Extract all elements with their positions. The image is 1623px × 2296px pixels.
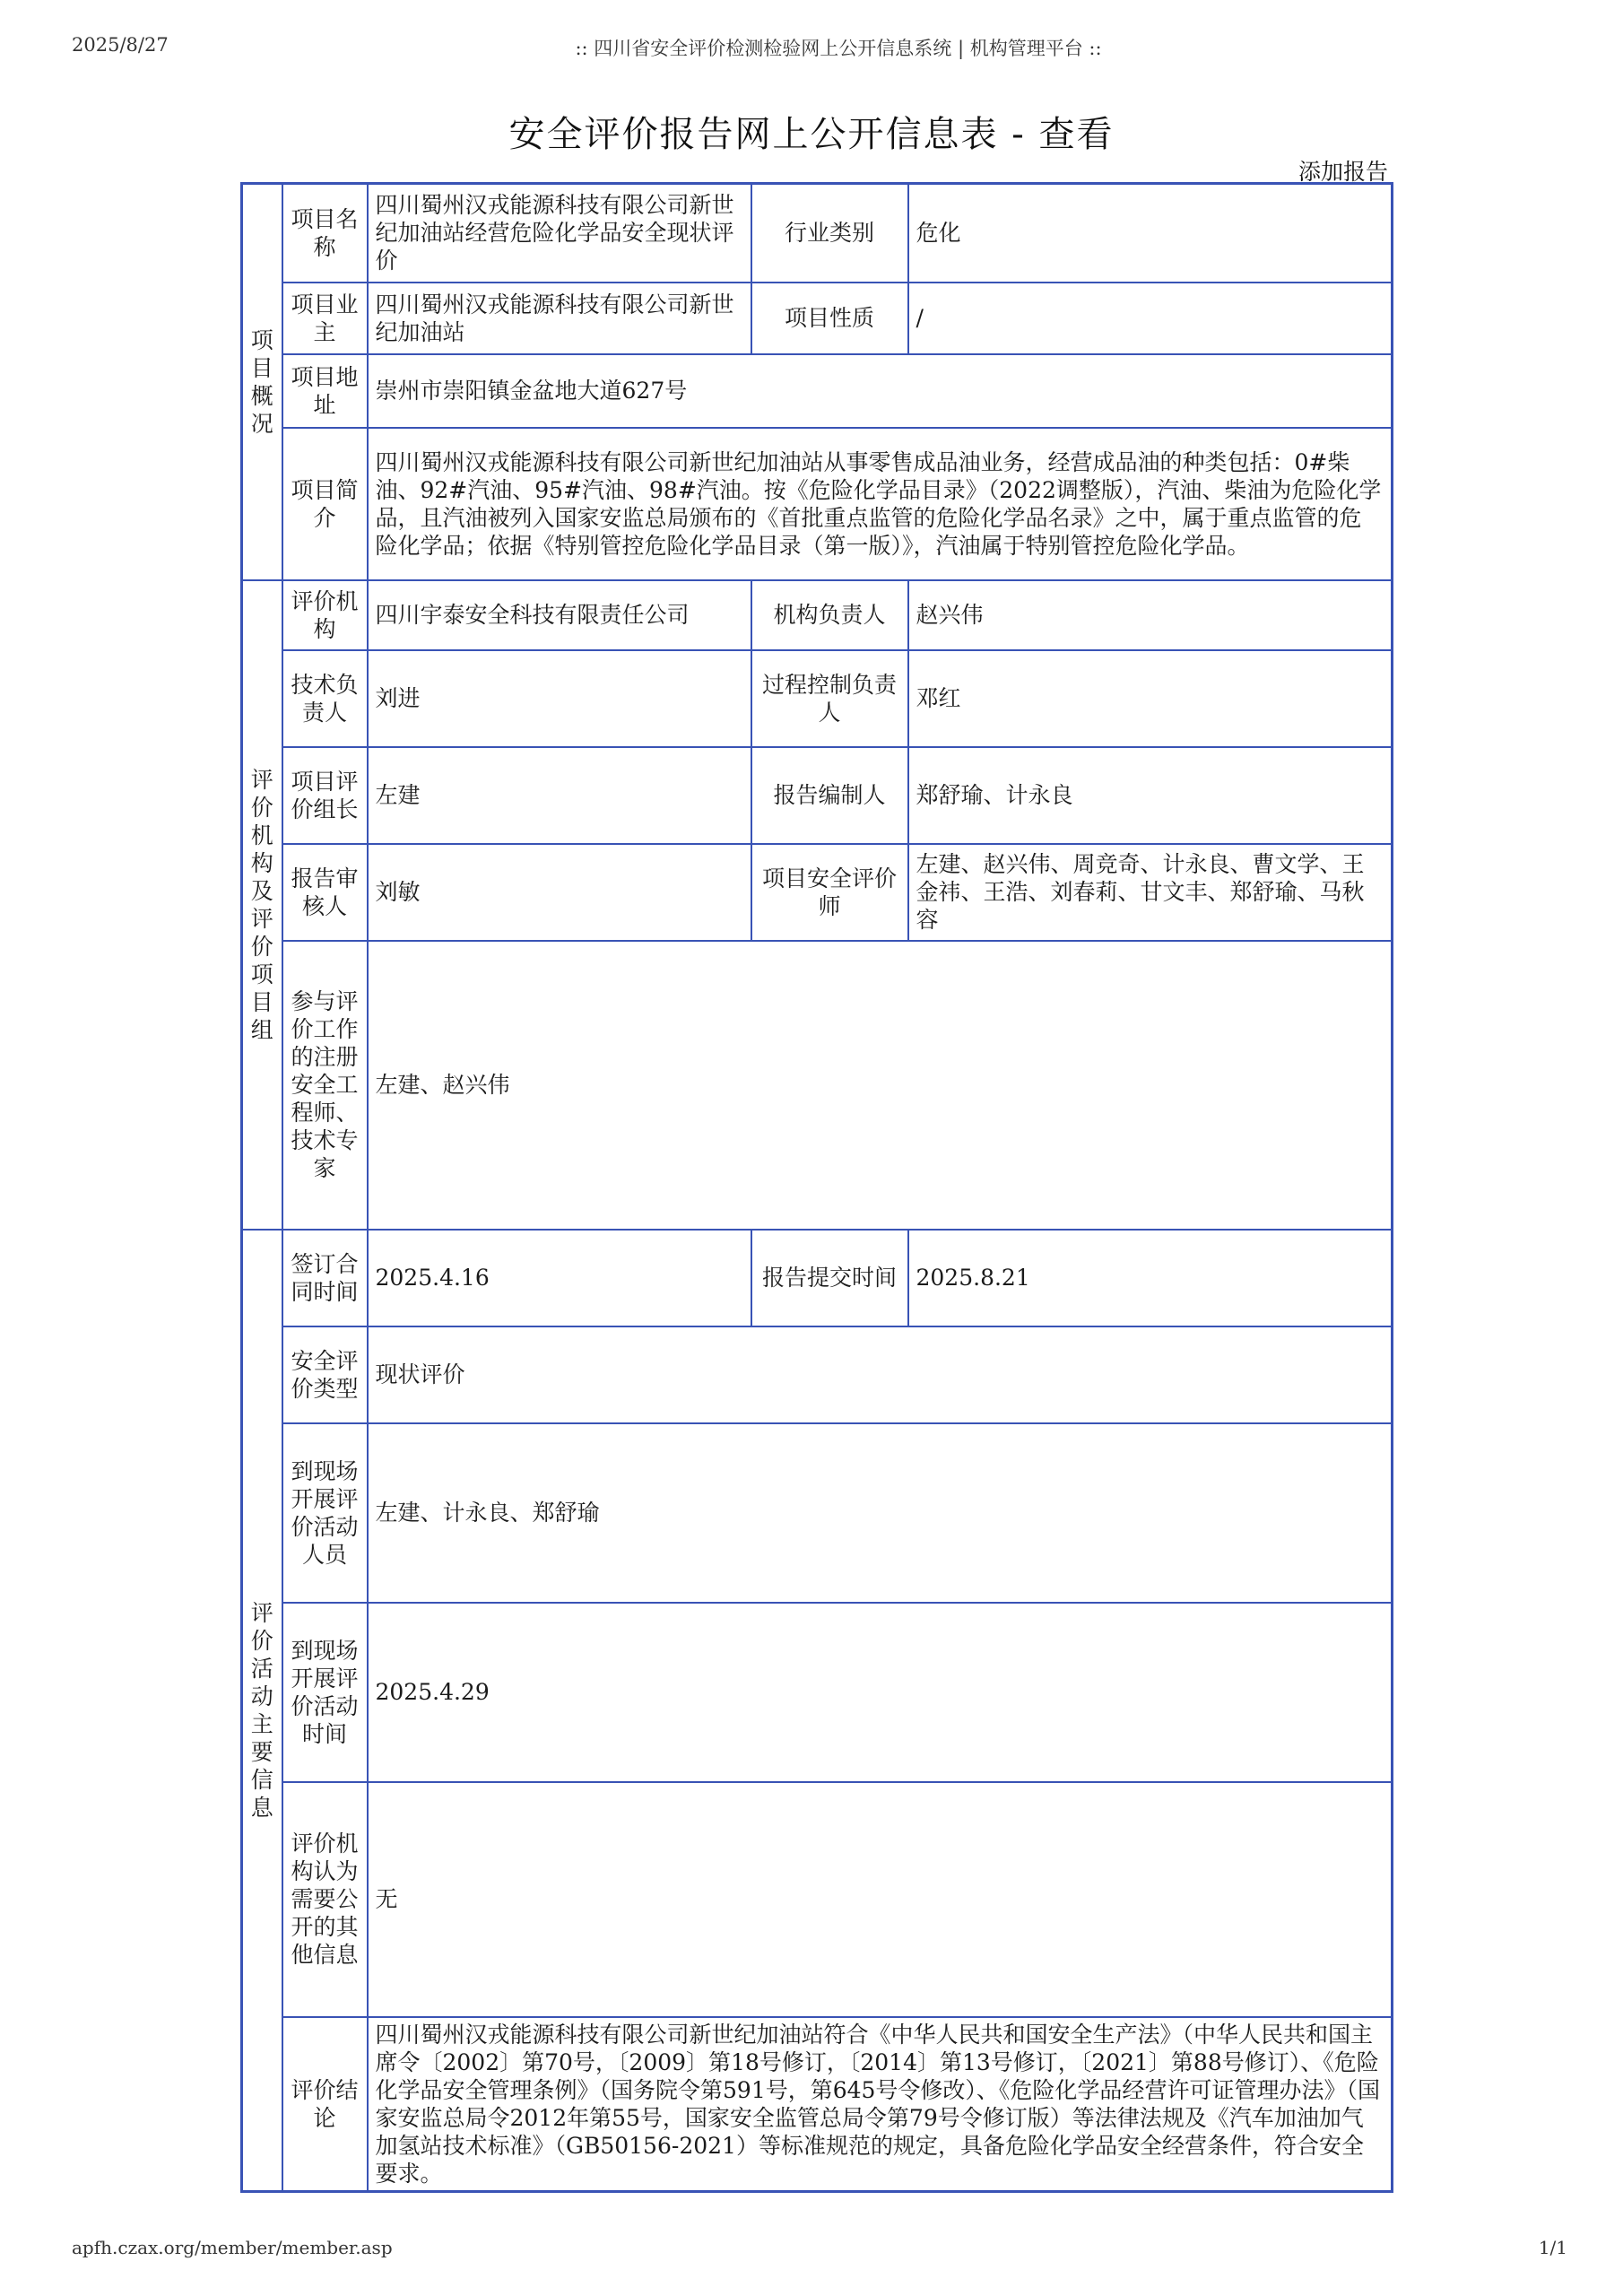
industry-label: 行业类别: [751, 184, 908, 283]
project-name-label: 项目名称: [282, 184, 368, 283]
other-info-value: 无: [368, 1782, 1393, 2017]
table-row: [242, 747, 1393, 844]
eval-type-label: 安全评价类型: [282, 1326, 368, 1423]
agency-value: 四川宇泰安全科技有限责任公司: [368, 580, 751, 650]
process-head-value: 邓红: [908, 650, 1393, 747]
submit-date-value: 2025.8.21: [908, 1230, 1393, 1326]
tech-head-label: 技术负责人: [282, 650, 368, 747]
table-row: [242, 2017, 1393, 2192]
nature-label: 项目性质: [751, 283, 908, 354]
site-staff-value: 左建、计永良、郑舒瑜: [368, 1423, 1393, 1603]
intro-value: 四川蜀州汉戎能源科技有限公司新世纪加油站从事零售成品油业务，经营成品油的种类包括：0#柴油、92#汽油、95#汽油、98#汽油。按《危险化学品目录》（2022调整版），汽油、柴油为危险化学品，且汽油被列入国家安监总局颁布的《首批重点监管的危险化学品名录》之中，属于重点监管的危险化学品；依据《特别管控危险化学品目录（第一版）》，汽油属于特别管控危险化学品。: [368, 428, 1393, 580]
footer-url: apfh.czax.org/member/member.asp: [72, 2237, 393, 2258]
section-label-org: 评价机构及评价项目组: [242, 580, 282, 1230]
page-title: 安全评价报告网上公开信息表 - 查看: [508, 114, 1115, 155]
eval-type-value: 现状评价: [368, 1326, 1393, 1423]
address-label: 项目地址: [282, 354, 368, 428]
table-row: [242, 941, 1393, 1230]
report-info-table: [240, 182, 1393, 2193]
section-label-activity: 评价活动主要信息: [242, 1230, 282, 2192]
engineers-value: 左建、赵兴伟: [368, 941, 1393, 1230]
conclusion-label: 评价结论: [282, 2017, 368, 2192]
process-head-label: 过程控制负责人: [751, 650, 908, 747]
report-author-label: 报告编制人: [751, 747, 908, 844]
owner-value: 四川蜀州汉戎能源科技有限公司新世纪加油站: [368, 283, 751, 354]
reviewer-label: 报告审核人: [282, 844, 368, 941]
print-date: 2025/8/27: [72, 34, 169, 56]
table-row: [242, 580, 1393, 650]
agency-label: 评价机构: [282, 580, 368, 650]
agency-head-label: 机构负责人: [751, 580, 908, 650]
site-date-value: 2025.4.29: [368, 1603, 1393, 1782]
team-leader-value: 左建: [368, 747, 751, 844]
agency-head-value: 赵兴伟: [908, 580, 1393, 650]
assessors-value: 左建、赵兴伟、周竞奇、计永良、曹文学、王金祎、王浩、刘春莉、甘文丰、郑舒瑜、马秋容: [908, 844, 1393, 941]
engineers-label: 参与评价工作的注册安全工程师、技术专家: [282, 941, 368, 1230]
table-row: [242, 650, 1393, 747]
footer-page-number: 1/1: [1538, 2237, 1567, 2258]
table-row: [242, 1423, 1393, 1603]
other-info-label: 评价机构认为需要公开的其他信息: [282, 1782, 368, 2017]
table-row: [242, 428, 1393, 580]
add-report-link[interactable]: 添加报告: [1298, 159, 1388, 185]
project-name-value: 四川蜀州汉戎能源科技有限公司新世纪加油站经营危险化学品安全现状评价: [368, 184, 751, 283]
site-date-label: 到现场开展评价活动时间: [282, 1603, 368, 1782]
table-row: [242, 283, 1393, 354]
tech-head-value: 刘进: [368, 650, 751, 747]
table-row: [242, 354, 1393, 428]
conclusion-value: 四川蜀州汉戎能源科技有限公司新世纪加油站符合《中华人民共和国安全生产法》（中华人民共和国主席令〔2002〕第70号，〔2009〕第18号修订，〔2014〕第13号修订，〔2021〕第88号修订）、《危险化学品安全管理条例》（国务院令第591号，第645号令修改）、《危险化学品经营许可证管理办法》（国家安监总局令2012年第55号，国家安全监管总局令第79号令修订版）等法律法规及《汽车加油加气加氢站技术标准》（GB50156-2021）等标准规范的规定，具备危险化学品安全经营条件，符合安全要求。: [368, 2017, 1393, 2192]
intro-label: 项目简介: [282, 428, 368, 580]
industry-value: 危化: [908, 184, 1393, 283]
site-staff-label: 到现场开展评价活动人员: [282, 1423, 368, 1603]
table-row: [242, 1326, 1393, 1423]
team-leader-label: 项目评价组长: [282, 747, 368, 844]
report-author-value: 郑舒瑜、计永良: [908, 747, 1393, 844]
contract-date-value: 2025.4.16: [368, 1230, 751, 1326]
reviewer-value: 刘敏: [368, 844, 751, 941]
contract-date-label: 签订合同时间: [282, 1230, 368, 1326]
table-row: [242, 1230, 1393, 1326]
table-row: [242, 844, 1393, 941]
assessors-label: 项目安全评价师: [751, 844, 908, 941]
address-value: 崇州市崇阳镇金盆地大道627号: [368, 354, 1393, 428]
table-row: [242, 184, 1393, 283]
owner-label: 项目业主: [282, 283, 368, 354]
table-row: [242, 1603, 1393, 1782]
section-label-overview: 项目概况: [242, 184, 282, 580]
submit-date-label: 报告提交时间: [751, 1230, 908, 1326]
table-row: [242, 1782, 1393, 2017]
nature-value: /: [908, 283, 1393, 354]
system-title: :: 四川省安全评价检测检验网上公开信息系统 | 机构管理平台 ::: [575, 38, 1102, 59]
